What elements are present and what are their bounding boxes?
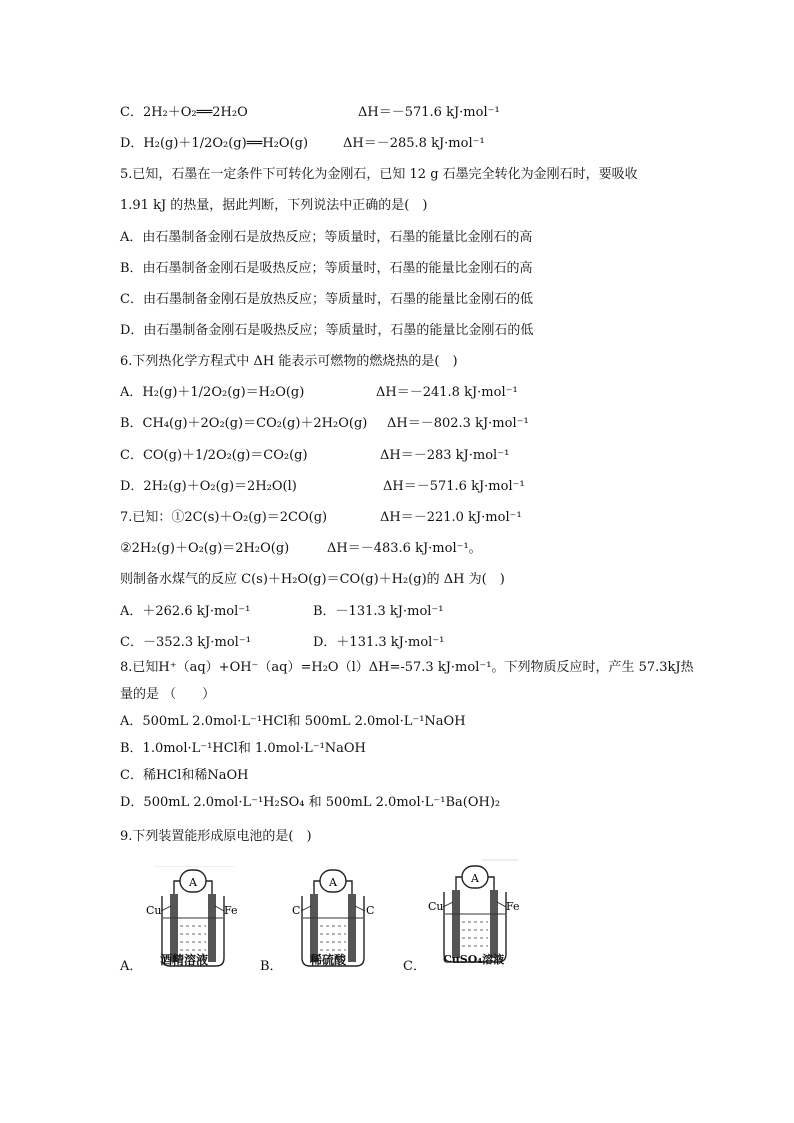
electrode-left-label: Cu xyxy=(146,904,162,917)
q5-stem-line1: 5.已知，石墨在一定条件下可转化为金刚石，已知 12 g 石墨完全转化为金刚石时，要吸收 xyxy=(120,167,638,182)
q5-option-c: C．由石墨制备金刚石是放热反应；等质量时，石墨的能量比金刚石的低 xyxy=(120,292,533,307)
svg-text:A: A xyxy=(471,872,479,885)
q9-figure-b-option: B． xyxy=(260,959,283,974)
electrode-left-label: Cu xyxy=(428,900,444,913)
q4-option-c-enthalpy: ΔH＝－571.6 kJ·mol⁻¹ xyxy=(358,105,500,120)
q4-option-c: C．2H₂＋O₂══2H₂O xyxy=(120,105,248,120)
q8-option-c: C．稀HCl和稀NaOH xyxy=(120,768,249,783)
q8-option-a: A．500mL 2.0mol·L⁻¹HCl和 500mL 2.0mol·L⁻¹NaOH xyxy=(120,714,466,729)
q7-given-1: 7.已知：①2C(s)＋O₂(g)＝2CO(g) xyxy=(120,510,328,525)
q7-option-d: D．＋131.3 kJ·mol⁻¹ xyxy=(313,635,445,650)
q6-option-b-enthalpy: ΔH＝－802.3 kJ·mol⁻¹ xyxy=(387,416,529,431)
svg-text:A: A xyxy=(189,876,197,889)
q7-option-a: A．＋262.6 kJ·mol⁻¹ xyxy=(120,604,251,619)
q7-given-2-enthalpy: ΔH＝－483.6 kJ·mol⁻¹。 xyxy=(327,541,482,556)
q6-option-d-enthalpy: ΔH＝－571.6 kJ·mol⁻¹ xyxy=(383,479,525,494)
q5-option-b: B．由石墨制备金刚石是吸热反应；等质量时，石墨的能量比金刚石的高 xyxy=(120,261,533,276)
q7-given-1-enthalpy: ΔH＝－221.0 kJ·mol⁻¹ xyxy=(380,510,522,525)
q9-figure-a-option: A． xyxy=(120,959,143,974)
q6-option-b: B．CH₄(g)＋2O₂(g)＝CO₂(g)＋2H₂O(g) xyxy=(120,416,368,431)
q7-option-b: B．－131.3 kJ·mol⁻¹ xyxy=(313,604,444,619)
q9-figure-c-solution: CuSO₄溶液 xyxy=(443,953,505,966)
q9-stem: 9.下列装置能形成原电池的是( ) xyxy=(120,829,312,844)
q9-figure-c-option: C． xyxy=(403,959,426,974)
electrode-left-label: C xyxy=(292,904,301,917)
q6-stem: 6.下列热化学方程式中 ΔH 能表示可燃物的燃烧热的是( ) xyxy=(120,354,458,369)
electrode-right-label: C xyxy=(366,904,375,917)
q6-option-a-enthalpy: ΔH＝－241.8 kJ·mol⁻¹ xyxy=(376,385,518,400)
q7-stem: 则制备水煤气的反应 C(s)＋H₂O(g)＝CO(g)＋H₂(g)的 ΔH 为( ) xyxy=(120,572,505,587)
electrode-right-label: Fe xyxy=(506,900,520,913)
q7-given-2: ②2H₂(g)＋O₂(g)＝2H₂O(g) xyxy=(120,541,290,556)
q8-stem-line2: 量的是 （ ） xyxy=(120,687,216,702)
q5-stem-line2: 1.91 kJ 的热量，据此判断，下列说法中正确的是( ) xyxy=(120,198,428,213)
q4-option-d-enthalpy: ΔH＝－285.8 kJ·mol⁻¹ xyxy=(343,136,485,151)
q6-option-c-enthalpy: ΔH＝－283 kJ·mol⁻¹ xyxy=(380,448,510,463)
q7-option-c: C．－352.3 kJ·mol⁻¹ xyxy=(120,635,251,650)
q9-figure-a-solution: 酒精溶液 xyxy=(160,953,209,967)
q6-option-d: D．2H₂(g)＋O₂(g)＝2H₂O(l) xyxy=(120,479,297,494)
q6-option-c: C．CO(g)＋1/2O₂(g)＝CO₂(g) xyxy=(120,448,308,463)
q8-option-b: B．1.0mol·L⁻¹HCl和 1.0mol·L⁻¹NaOH xyxy=(120,741,366,756)
q5-option-d: D．由石墨制备金刚石是吸热反应；等质量时，石墨的能量比金刚石的低 xyxy=(120,323,534,338)
q5-option-a: A．由石墨制备金刚石是放热反应；等质量时，石墨的能量比金刚石的高 xyxy=(120,230,533,245)
electrode-right-label: Fe xyxy=(224,904,238,917)
svg-text:A: A xyxy=(329,876,337,889)
q8-stem-line1: 8.已知H⁺（aq）+OH⁻（aq）=H₂O（l）ΔH=-57.3 kJ·mol⁻¹。下列物质反应时，产生 57.3kJ热 xyxy=(120,660,694,675)
q8-option-d: D．500mL 2.0mol·L⁻¹H₂SO₄ 和 500mL 2.0mol·L⁻¹Ba(OH)₂ xyxy=(120,795,501,810)
q4-option-d: D．H₂(g)＋1/2O₂(g)══H₂O(g) xyxy=(120,136,309,151)
q9-figure-b-solution: 稀硫酸 xyxy=(310,953,347,967)
q6-option-a: A．H₂(g)＋1/2O₂(g)＝H₂O(g) xyxy=(120,385,305,400)
